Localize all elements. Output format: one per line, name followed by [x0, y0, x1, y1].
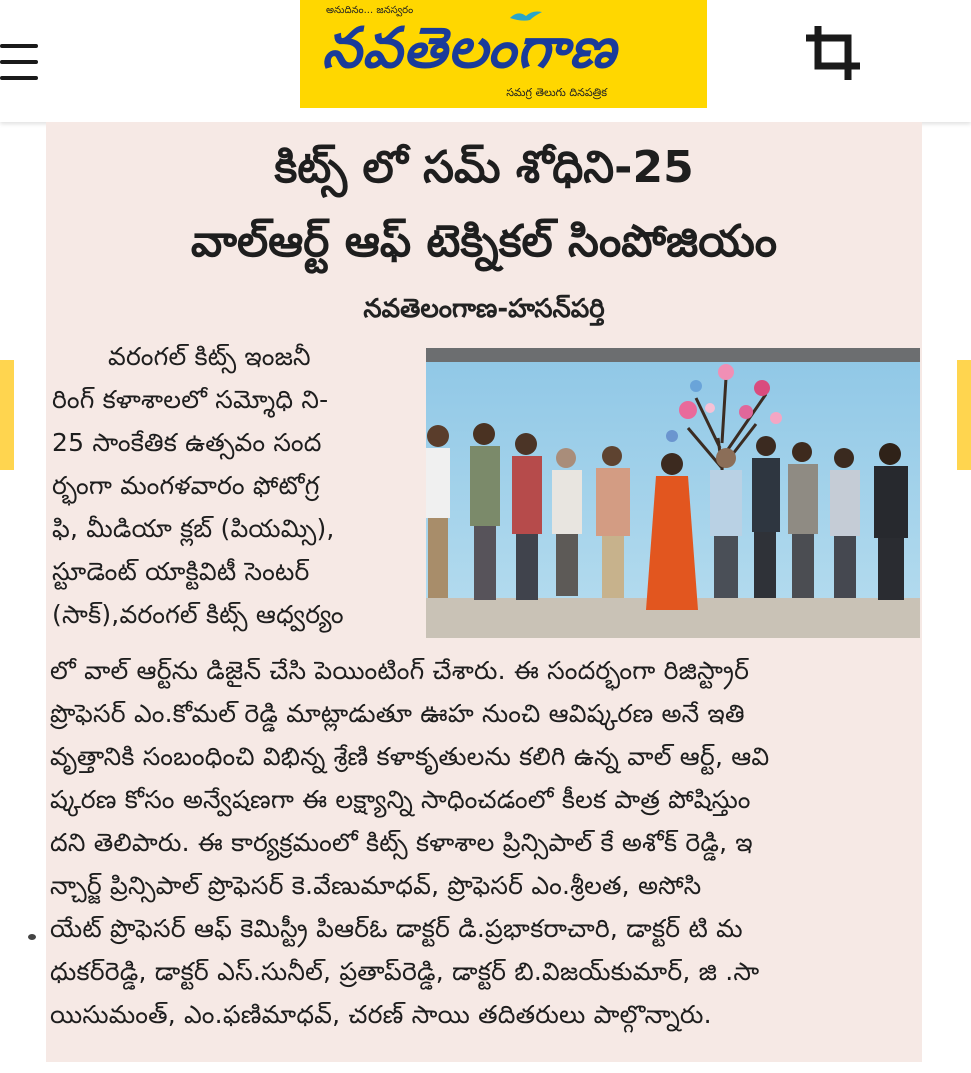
- left-edge-tab[interactable]: [0, 360, 14, 470]
- group-photo: [426, 348, 920, 638]
- logo-tagline-top: అనుదినం... జనస్వరం: [326, 5, 414, 16]
- body-line: ప్రొఫెసర్ ఎం.కోమల్ రెడ్డి మాట్లాడుతూ ఊహ నుంచి ఆవిష్కరణ అనే ఇతి: [50, 699, 745, 728]
- logo-title: నవతెలంగాణ: [322, 16, 617, 81]
- right-edge-tab[interactable]: [957, 360, 971, 470]
- crop-icon[interactable]: [804, 24, 862, 82]
- body-line: ఫి, మీడియా క్లబ్ (పియమ్సి),: [52, 514, 335, 543]
- body-line: లో వాల్ ఆర్ట్‌ను డిజైన్ చేసి పెయింటింగ్ చేశారు. ఈ సందర్భంగా రిజిస్ట్రార్: [50, 656, 750, 685]
- body-line: న్చార్జ్ ప్రిన్సిపాల్ ప్రొఫెసర్ కె.వేణుమాధవ్, ప్రొఫెసర్ ఎం.శ్రీలత, అసోసి: [50, 871, 702, 900]
- news-clipping: [46, 122, 922, 1062]
- body-line: ర్భంగా మంగళవారం ఫోటోగ్ర: [52, 471, 320, 500]
- body-line: యిసుమంత్, ఎం.ఫణిమాధవ్, చరణ్ సాయి తదితరులు పాల్గొన్నారు.: [50, 1000, 712, 1029]
- logo-tagline-bottom: సమగ్ర తెలుగు దినపత్రిక: [506, 86, 607, 99]
- top-app-bar: [0, 0, 971, 122]
- menu-bar-middle: [0, 60, 38, 64]
- headline-secondary: వాల్‌ఆర్ట్ ఆఫ్ టెక్నికల్ సింపోజియం: [190, 216, 778, 267]
- body-line: ధుకర్‌రెడ్డి, డాక్టర్ ఎస్.సునీల్, ప్రతాప్‌రెడ్డి, డాక్టర్ బి.విజయ్‌కుమార్, జి .సా: [50, 957, 760, 986]
- body-line: దని తెలిపారు. ఈ కార్యక్రమంలో కిట్స్ కళాశాల ప్రిన్సిపాల్ కే అశోక్ రెడ్డి, ఇ: [50, 828, 753, 857]
- body-line: వరంగల్ కిట్స్ ఇంజనీ: [108, 342, 311, 371]
- hamburger-menu-icon[interactable]: [0, 44, 38, 80]
- body-line: 25 సాంకేతిక ఉత్సవం సంద: [52, 428, 322, 457]
- newspaper-logo[interactable]: [300, 0, 707, 108]
- body-line: యేట్ ప్రొఫెసర్ ఆఫ్ కెమిస్ట్రీ పిఆర్ఓ డాక్టర్ డి.ప్రభాకరాచారి, డాక్టర్ టి మ: [50, 914, 743, 943]
- headline-primary: కిట్స్ లో సమ్ శోధిని-25: [274, 142, 694, 193]
- body-line: స్టూడెంట్ యాక్టివిటీ సెంటర్: [52, 557, 310, 586]
- menu-bar-top: [0, 44, 38, 48]
- body-line: (సాక్),వరంగల్ కిట్స్ ఆధ్వర్యం: [52, 600, 344, 629]
- menu-bar-bottom: [0, 76, 38, 80]
- body-line: వృత్తానికి సంబంధించి విభిన్న శ్రేణి కళాకృతులను కలిగి ఉన్న వాల్ ఆర్ట్, ఆవి: [50, 742, 770, 771]
- dateline: నవతెలంగాణ-హసన్‌పర్తి: [363, 294, 605, 324]
- body-line: రింగ్ కళాశాలలో సమ్శోధి ని-: [52, 385, 329, 414]
- margin-dot: [28, 934, 36, 940]
- body-line: ష్కరణ కోసం అన్వేషణగా ఈ లక్ష్యాన్ని సాధించడంలో కీలక పాత్ర పోషిస్తుం: [50, 785, 751, 814]
